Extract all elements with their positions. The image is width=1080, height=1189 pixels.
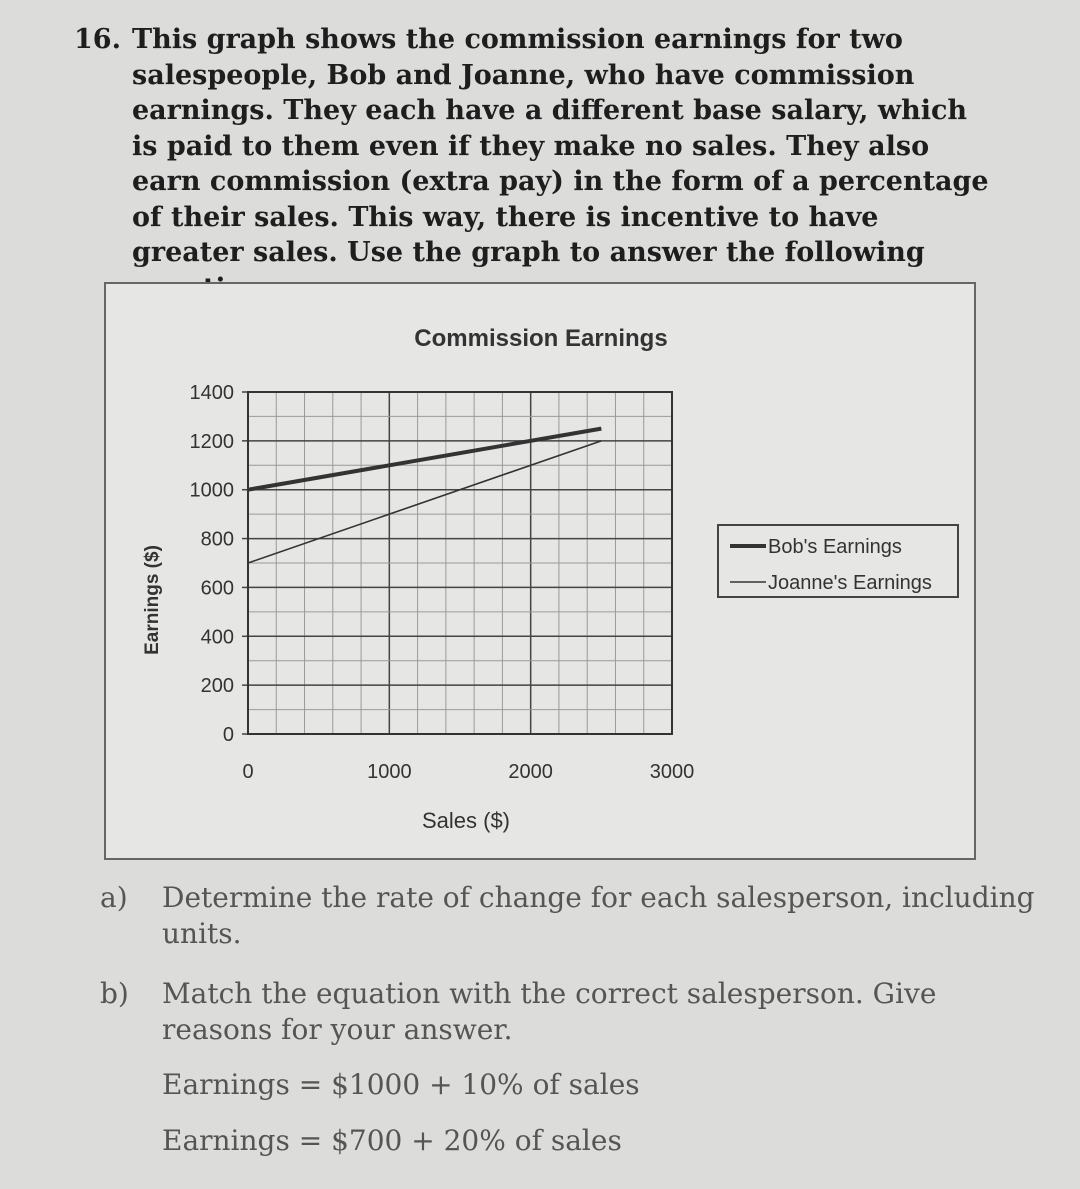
y-tick-label: 0 — [222, 724, 234, 746]
x-tick-label: 0 — [242, 761, 254, 783]
question-block — [74, 22, 994, 306]
part-a-label: a) — [100, 881, 128, 914]
series-lines — [248, 429, 601, 563]
question-number: 16. — [74, 24, 121, 55]
chart-title: Commission Earnings — [414, 325, 668, 352]
part-b-text: Match the equation with the correct salesperson. Give reasons for your answer. — [162, 977, 937, 1046]
equation-2: Earnings = $700 + 20% of sales — [162, 1124, 622, 1157]
legend — [718, 525, 958, 597]
legend-label: Joanne's Earnings — [768, 572, 932, 594]
part-a — [100, 880, 1040, 952]
x-axis-label: Sales ($) — [421, 808, 511, 833]
part-a-text: Determine the rate of change for each salesperson, including units. — [162, 881, 1035, 950]
y-tick-label: 600 — [200, 577, 234, 600]
chart-svg — [106, 284, 974, 858]
part-b-label: b) — [100, 977, 129, 1010]
grid-lines — [242, 392, 672, 734]
x-tick-label: 1000 — [367, 761, 412, 783]
x-tick-label: 2000 — [508, 761, 553, 783]
y-tick-label: 800 — [200, 528, 234, 551]
x-tick-label: 3000 — [649, 761, 695, 783]
legend-label: Bob's Earnings — [768, 536, 902, 558]
y-tick-label: 1400 — [189, 382, 234, 404]
commission-earnings-chart — [104, 282, 976, 860]
question-text: This graph shows the commission earnings for two salespeople, Bob and Joanne, who have commission earnings. They each have a different base salary, which is paid to them even if they make no sales. They also earn commission (extra pay) in the form of a percentage of their sales. This way, there is incentive to have greater sales. Use the graph to answer the following — [132, 24, 989, 268]
part-b — [100, 976, 1040, 1048]
y-axis-label: Earnings ($) — [142, 545, 163, 655]
equation-1: Earnings = $1000 + 10% of sales — [162, 1068, 640, 1101]
y-tick-label: 400 — [200, 626, 234, 649]
tick-labels — [190, 382, 695, 783]
y-tick-label: 200 — [200, 675, 234, 698]
y-tick-label: 1000 — [189, 479, 234, 502]
y-tick-label: 1200 — [189, 430, 234, 453]
